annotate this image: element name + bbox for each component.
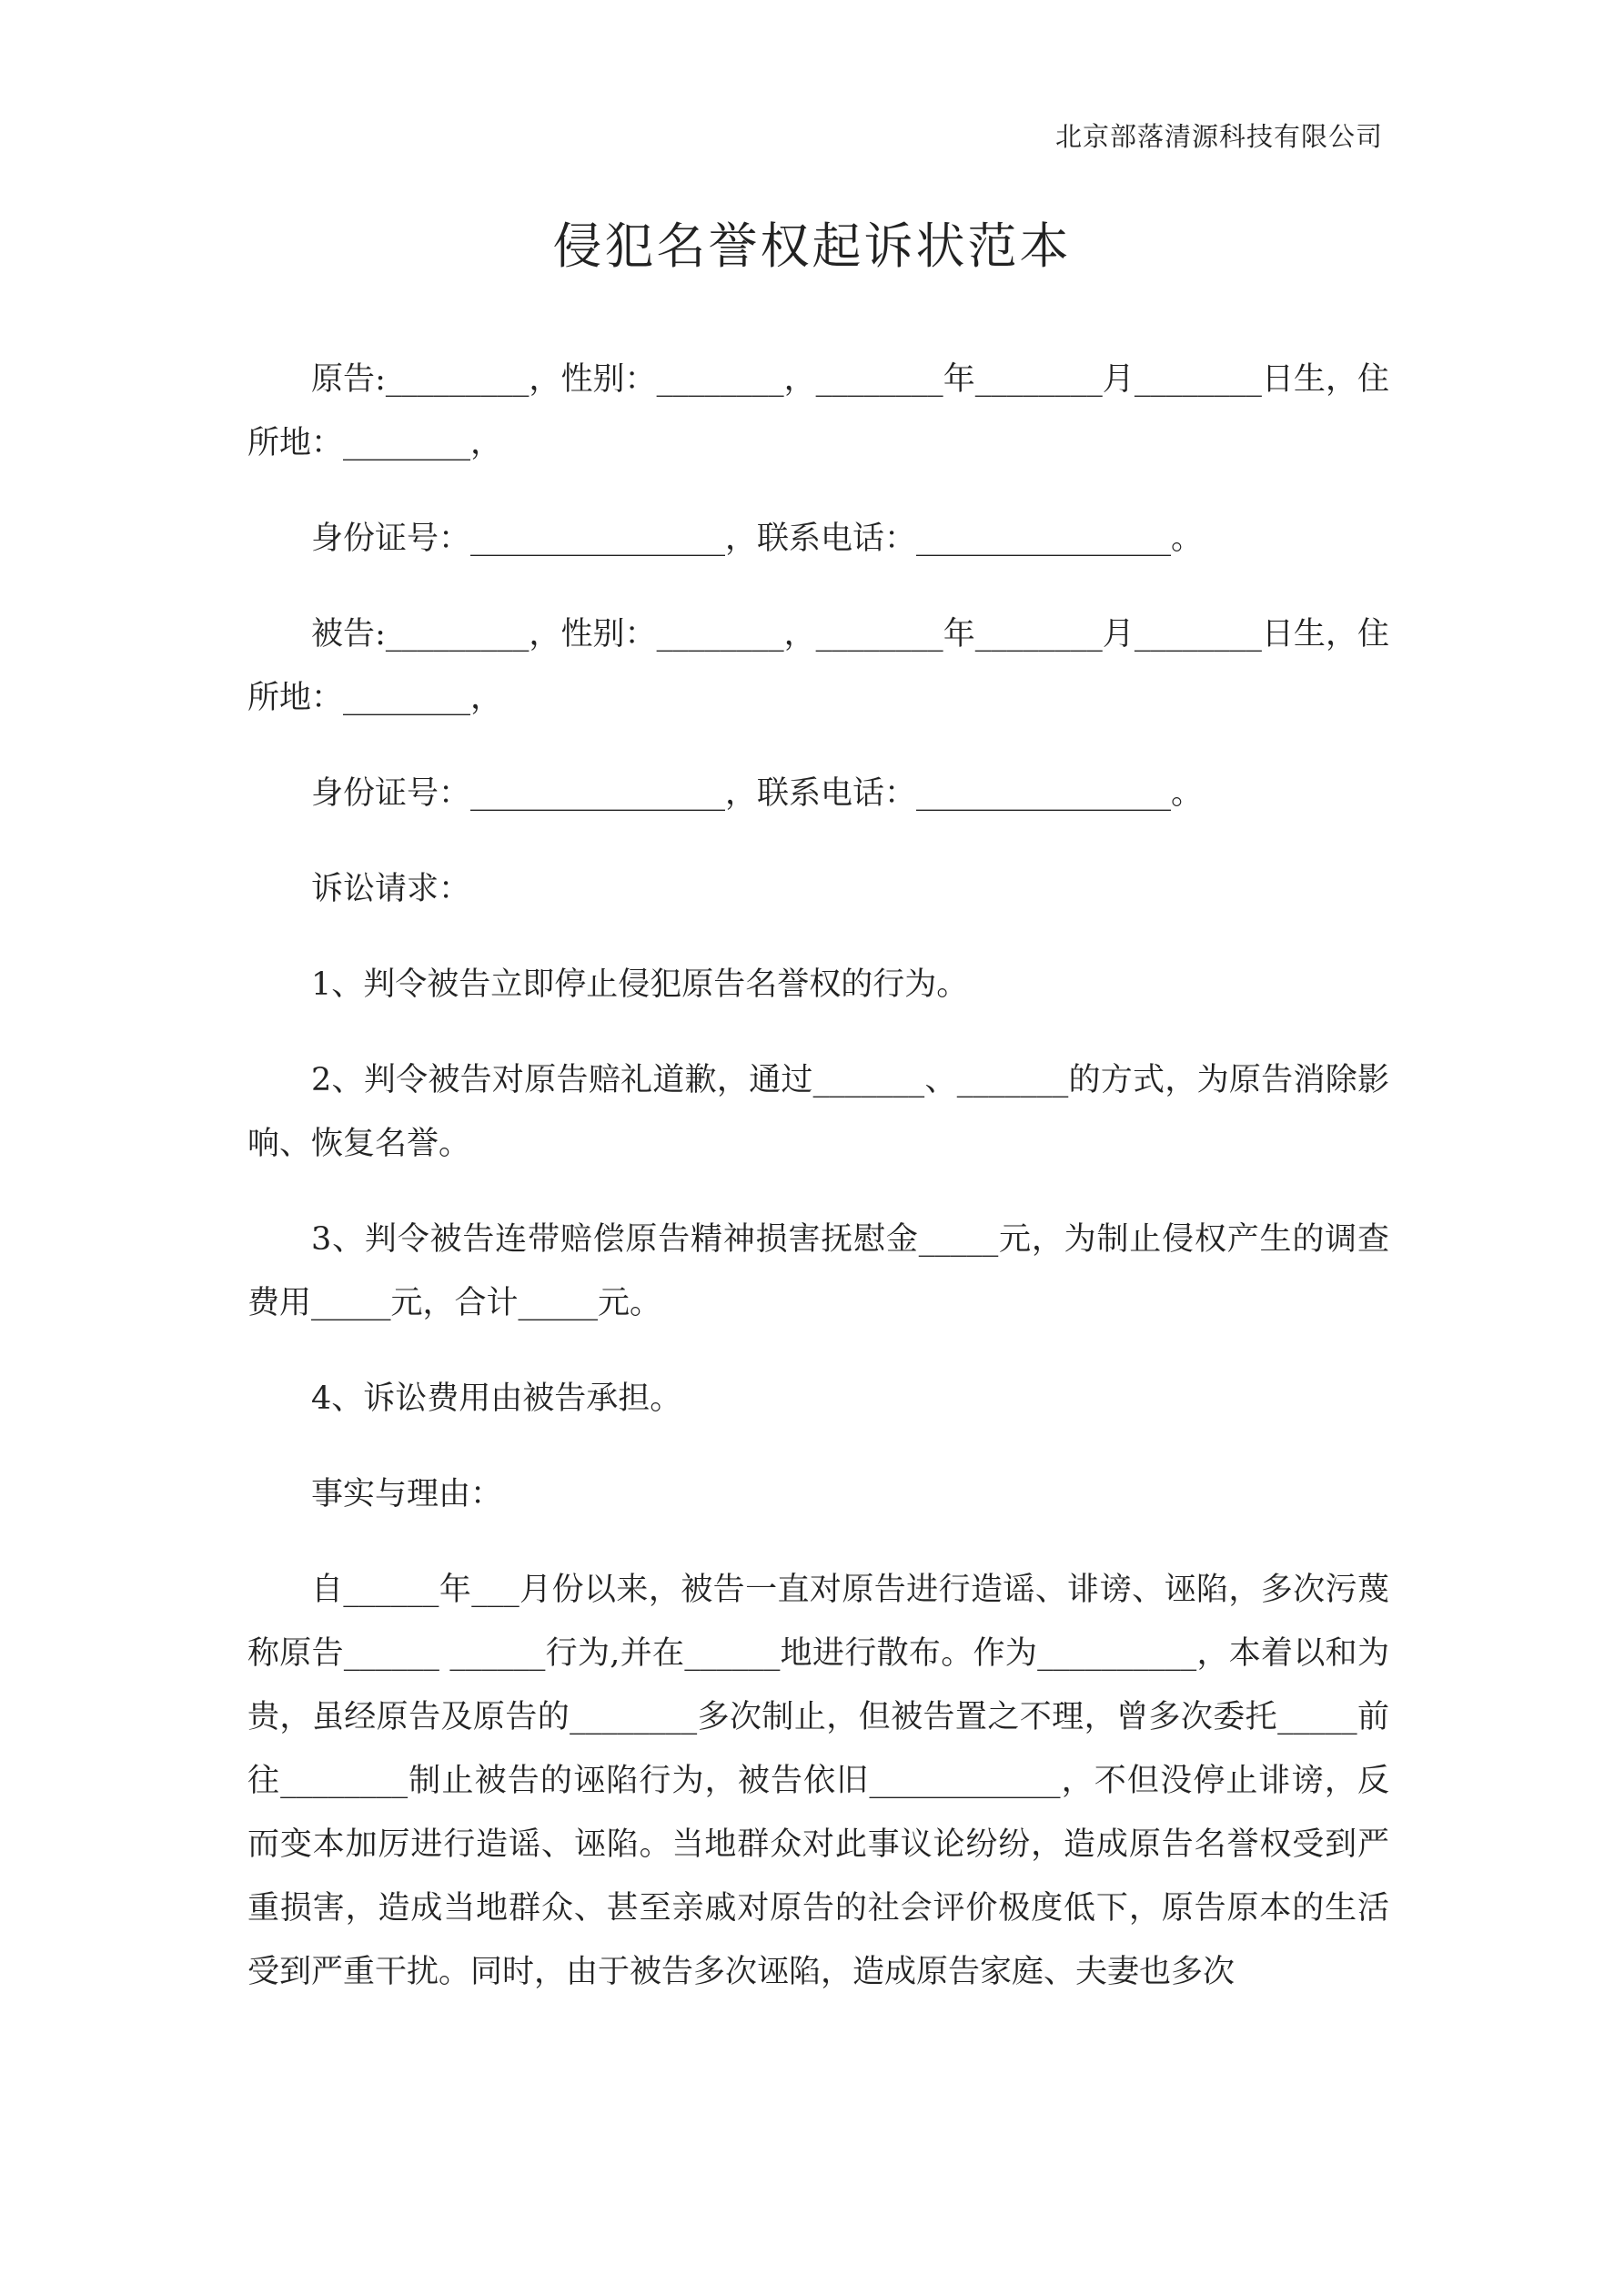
defendant-info-paragraph: 被告:_________，性别：________，________年________月________日生，住所地：________， — [247, 616, 1389, 716]
facts-paragraph: 自______年___月份以来，被告一直对原告进行造谣、诽谤、诬陷，多次污蔑称原告______ ______行为,并在______地进行散布。作为__________，本着以和为贵，虽经原告及原告的________多次制止，但被告置之不理，曾多次委托_____前往________制止被告的诬陷行为，被告依旧____________，不但没停止诽谤，反而变本加厉进行造谣、诬陷。当地群众对此事议论纷纷，造成原告名誉权受到严重损害，造成当地群众、甚至亲戚对原告的社会评价极度低下，原告原本的生活受到严重干扰。同时，由于被告多次诬陷，造成原告家庭、夫妻也多次 — [247, 1572, 1389, 1990]
document-body — [247, 348, 1389, 2004]
plaintiff-info-paragraph: 原告:_________，性别：________，________年________月________日生，住所地：________， — [247, 361, 1389, 461]
defendant-id-paragraph: 身份证号：________________，联系电话：________________。 — [311, 775, 1204, 812]
claim-item-1: 1、判令被告立即停止侵犯原告名誉权的行为。 — [311, 966, 969, 1003]
claims-heading: 诉讼请求： — [311, 871, 471, 907]
claim-item-4: 4、诉讼费用由被告承担。 — [311, 1381, 682, 1417]
company-name: 北京部落清源科技有限公司 — [1054, 121, 1383, 152]
document-title: 侵犯名誉权起诉状范本 — [552, 217, 1072, 275]
plaintiff-id-paragraph: 身份证号：________________，联系电话：________________。 — [311, 521, 1204, 557]
facts-heading: 事实与理由： — [311, 1476, 503, 1512]
claim-item-3: 3、判令被告连带赔偿原告精神损害抚慰金_____元，为制止侵权产生的调查费用_____元，合计_____元。 — [247, 1221, 1389, 1321]
claim-item-2: 2、判令被告对原告赔礼道歉，通过_______、_______的方式，为原告消除影响、恢复名誉。 — [247, 1062, 1389, 1162]
